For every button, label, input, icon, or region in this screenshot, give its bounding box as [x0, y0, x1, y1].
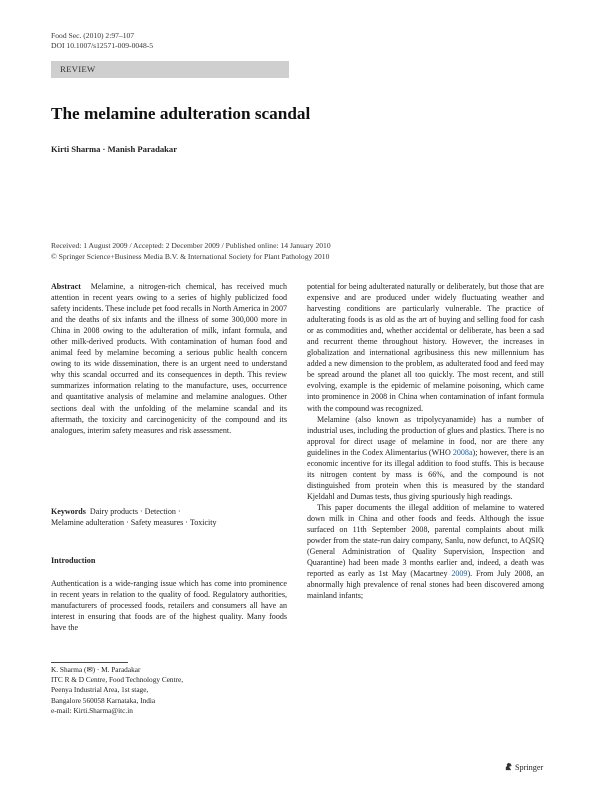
paragraph-3-text-b: ). From July 2008, an abnormally high prevalence of renal stones had been discovered among mainland infants; — [307, 569, 545, 601]
publication-dates — [51, 241, 331, 262]
section-label-bar — [51, 61, 289, 78]
introduction-paragraph: Authentication is a wide-ranging issue which has come into prominence in recent years in relation to the quality of food. Regulatory authorities, manufacturers of processed foods, retailers and consumers all have an interest in ensuring that foods are of the highest quality. Many foods have the — [51, 579, 287, 633]
received-accepted-line: Received: 1 August 2009 / Accepted: 2 December 2009 / Published online: 14 January 2010 — [51, 241, 331, 250]
keywords-label: Keywords — [51, 507, 86, 516]
publisher-name: Springer — [515, 763, 544, 772]
journal-citation: Food Sec. (2010) 2:97–107 — [51, 31, 135, 40]
author-list: Kirti Sharma · Manish Paradakar — [51, 144, 178, 154]
publisher-footer — [504, 762, 543, 772]
right-paragraph-2 — [307, 414, 544, 502]
abstract-block — [51, 281, 287, 436]
paragraph-2-text-a: Melamine (also known as tripolycyanamide) has a number of industrial uses, including the production of glues and plastics. There is no approval for direct usage of melamine in food, nor are there any guidelines in the Codex Alimentarius (WHO — [307, 414, 544, 457]
affiliation-city: Bangalore 560058 Karnataka, India — [51, 695, 156, 705]
springer-knight-icon — [504, 762, 513, 771]
footnote-rule — [51, 662, 128, 663]
right-paragraph-3 — [307, 502, 544, 601]
right-paragraph-1: potential for being adulterated naturally or deliberately, but those that are expensive and are produced under widely fluctuating weather and harvesting conditions are particularly vulnerable. The practice of adulterating foods is as old as the art of buying and selling food for cash or as commodities and, whether accidental or deliberate, has been a sad and recurrent theme throughout history. However, the increases in globalization and international agribusiness this new millennium has added a new dimension to the problem, as adulterated food and feed may be spread around the planet all too quickly. The most recent, and still evolving, example is the epidemic of melamine poisoning, which came into prominence in 2008 in China when contamination of infant formula with the compound was recognized. — [307, 282, 544, 413]
keywords-block — [51, 506, 287, 528]
paper-title: The melamine adulteration scandal — [51, 104, 311, 123]
affiliation-email: e-mail: Kirti.Sharma@itc.in — [51, 705, 133, 715]
keywords-line-2: Melamine adulteration · Safety measures · Toxicity — [51, 518, 217, 528]
affiliation-names: K. Sharma (✉) · M. Paradakar — [51, 665, 141, 674]
affiliation-institution: ITC R & D Centre, Food Technology Centre, — [51, 675, 184, 685]
paragraph-2-text-b: ); however, there is an economic incentive for its illegal addition to food stuffs. This is because its nitrogen content by mass is 66%, and the compound is not distinguished from protein when this is measured by the standard Kjeldahl and Dumas tests, thus giving spuriously high readings. — [307, 447, 544, 501]
right-column — [307, 281, 544, 601]
journal-doi: DOI 10.1007/s12571-009-0048-5 — [51, 41, 154, 50]
abstract-label: Abstract — [51, 282, 81, 291]
keywords-line-1: Dairy products · Detection · — [89, 507, 181, 516]
introduction-heading: Introduction — [51, 556, 96, 565]
citation-link-who-2008a[interactable]: 2008a — [452, 447, 473, 457]
author-affiliation — [51, 665, 183, 716]
section-label: REVIEW — [60, 64, 96, 74]
affiliation-area: Peenya Industrial Area, 1st stage, — [51, 685, 149, 695]
introduction-text — [51, 578, 287, 633]
abstract-text: Melamine, a nitrogen-rich chemical, has received much attention in recent years owing to a series of highly publicized food safety incidents. These include pet food recalls in North America in 2007 and the deaths of six infants and the illness of some 300,000 more in China in 2008 owing to the adulteration of milk, infant formula, and other milk-derived products. With contamination of human food and animal feed by melamine becoming a serious public health concern owing to its wide dissemination, there is an urgent need to understand why this scandal occurred and its consequences in depth. This review summarizes information relating to the manufacture, uses, occurrence and quantitative analysis of melamine and melamine analogues. Other sections deal with the unfolding of the melamine scandal and its aftermath, the toxicity and carcinogenicity of the compound and its analogues, interim safety measures and risk assessment. — [51, 282, 287, 435]
paragraph-3-text-a: This paper documents the illegal addition of melamine to watered down milk in China and other foods and feeds. Although the issue surfaced on 11th September 2008, parental complaints about milk powder from the state-run dairy company, Sanlu, now defunct, to AQSIQ (General Administration of Quality Supervision, Inspection and Quarantine) had been made 3 months earlier and, indeed, a death was reported as early as 1st May (Macartney — [307, 502, 544, 579]
copyright-line: © Springer Science+Business Media B.V. & International Society for Plant Pathology 2010 — [51, 251, 330, 261]
citation-link-macartney-2009[interactable]: 2009 — [451, 569, 468, 579]
